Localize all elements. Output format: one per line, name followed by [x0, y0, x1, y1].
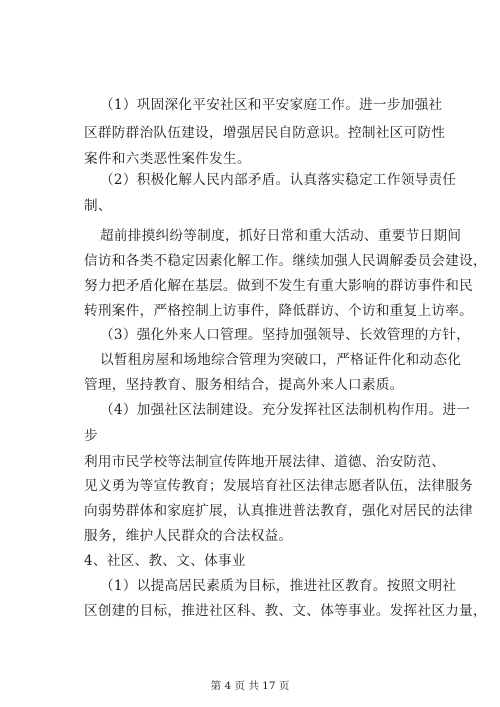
text-line: 转刑案件，严格控制上访事件，降低群访、个访和重复上访率。 — [84, 303, 474, 319]
page-number-footer: 第 4 页 共 17 页 — [210, 680, 290, 692]
text-line: 服务，维护人民群众的合法权益。 — [84, 528, 293, 544]
text-line: （1）以提高居民素质为目标，推进社区教育。按照文明社 — [100, 578, 457, 594]
text-line: 向弱势群体和家庭扩展，认真推进普法教育，强化对居民的法律 — [84, 503, 474, 519]
text-line: （1）巩固深化平安社区和平安家庭工作。进一步加强社 — [100, 97, 443, 113]
text-line: 利用市民学校等法制宣传阵地开展法律、道德、治安防范、 — [84, 454, 446, 470]
text-line: （4）加强社区法制建设。充分发挥社区法制机构作用。进一 — [100, 402, 471, 418]
section-heading: 4、社区、教、文、体事业 — [84, 553, 246, 569]
text-line: 见义勇为等宣传教育；发展培育社区法律志愿者队伍，法律服务 — [84, 478, 474, 494]
text-line: 制、 — [84, 198, 112, 214]
text-line: 区群防群治队伍建设，增强居民自防意识。控制社区可防性 — [84, 125, 446, 141]
text-line: 管理，坚持教育、服务相结合，提高外来人口素质。 — [84, 377, 404, 393]
text-line: 步 — [84, 428, 98, 444]
text-line: （3）强化外来人口管理。坚持加强领导、长效管理的方针， — [100, 327, 471, 343]
text-line: 以暂租房屋和场地综合管理为突破口，严格证件化和动态化 — [100, 352, 462, 368]
text-line: （2）积极化解人民内部矛盾。认真落实稳定工作领导责任 — [100, 172, 457, 188]
text-line: 努力把矛盾化解在基层。做到不发生有重大影响的群访事件和民 — [84, 278, 474, 294]
text-line: 超前排摸纠纷等制度，抓好日常和重大活动、重要节日期间 — [100, 228, 462, 244]
text-line: 案件和六类恶性案件发生。 — [84, 151, 251, 167]
text-line: 区创建的目标，推进社区科、教、文、体等事业。发挥社区力量， — [84, 603, 487, 619]
text-line: 信访和各类不稳定因素化解工作。继续加强人民调解委员会建设， — [84, 253, 487, 269]
